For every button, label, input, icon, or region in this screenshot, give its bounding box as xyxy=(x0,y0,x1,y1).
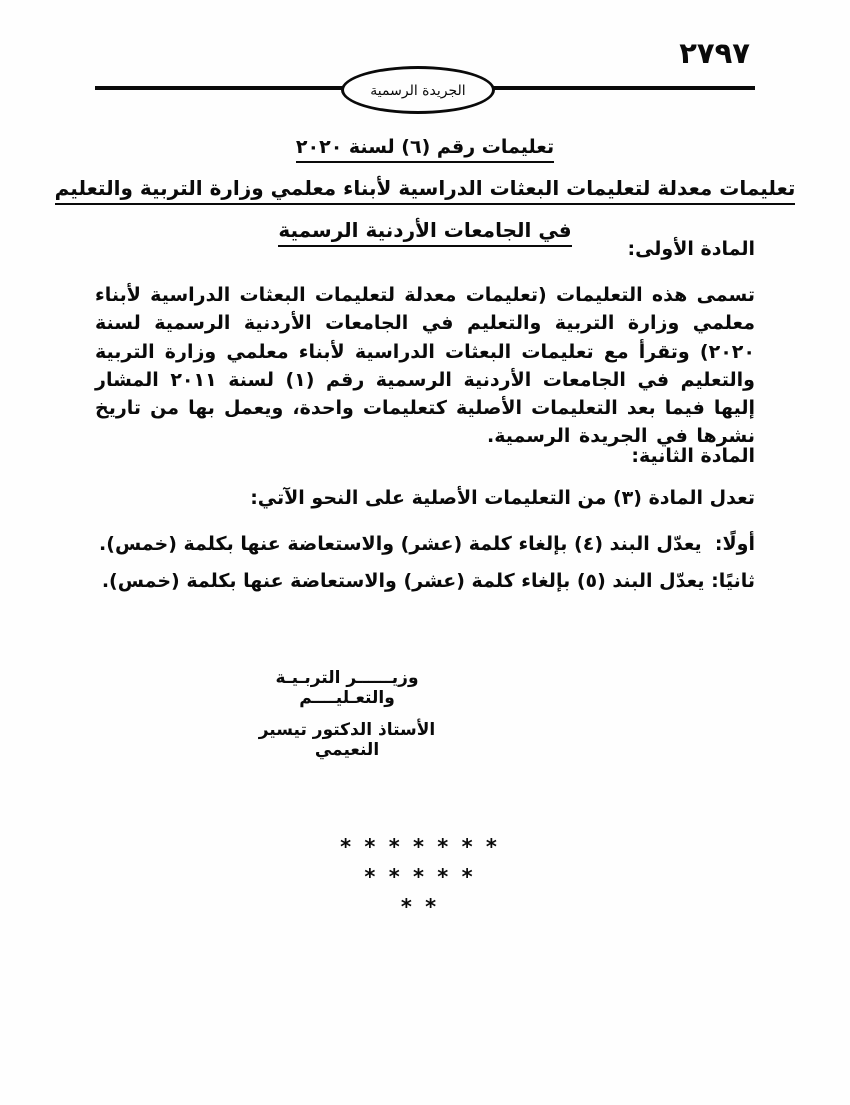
amendment-item-second: ثانيًا: يعدّل البند (٥) بإلغاء كلمة (عشر) والاستعاضة عنها بكلمة (خمس). xyxy=(101,570,755,592)
stars-row-1: * * * * * * * xyxy=(340,835,500,859)
doc-title-line3: في الجامعات الأردنية الرسمية xyxy=(278,218,571,247)
signature-block xyxy=(232,668,462,760)
article2-heading: المادة الثانية: xyxy=(631,445,755,467)
amendment-item-first: أولًا: يعدّل البند (٤) بإلغاء كلمة (عشر) والاستعاضة عنها بكلمة (خمس). xyxy=(99,533,755,555)
page-number: ٢٧٩٧ xyxy=(679,36,750,70)
doc-title-line2: تعليمات معدلة لتعليمات البعثات الدراسية لأبناء معلمي وزارة التربية والتعليم xyxy=(55,176,796,205)
stars-row-3: * * xyxy=(400,895,440,919)
article2-intro: تعدل المادة (٣) من التعليمات الأصلية على النحو الآتي: xyxy=(250,487,755,509)
footer-stars-block xyxy=(0,832,840,922)
article1-heading: المادة الأولى: xyxy=(627,238,755,260)
doc-title-line1: تعليمات رقم (٦) لسنة ٢٠٢٠ xyxy=(296,136,554,163)
article1-body: تسمى هذه التعليمات (تعليمات معدلة لتعليمات البعثات الدراسية لأبناء معلمي وزارة التربية والتعليم في الجامعات الأردنية الرسمية لسنة ٢٠٢٠) وتقرأ مع تعليمات البعثات الدراسية لأبناء معلمي وزارة التربية والتعليم في الجامعات الأردنية الرسمية رقم (١) لسنة ٢٠١١ المشار إليها فيما بعد التعليمات الأصلية كتعليمات واحدة، ويعمل بها من تاريخ نشرها في الجريدة الرسمية. xyxy=(95,284,755,448)
minister-title: وزيــــــر التربـيـة والتعـليــــم xyxy=(275,668,419,708)
minister-name: الأستاذ الدكتور تيسير النعيمي xyxy=(258,720,436,760)
gazette-badge-label: الجريدة الرسمية xyxy=(370,83,466,99)
gazette-oval-badge xyxy=(341,66,495,114)
stars-row-2: * * * * * xyxy=(364,865,476,889)
